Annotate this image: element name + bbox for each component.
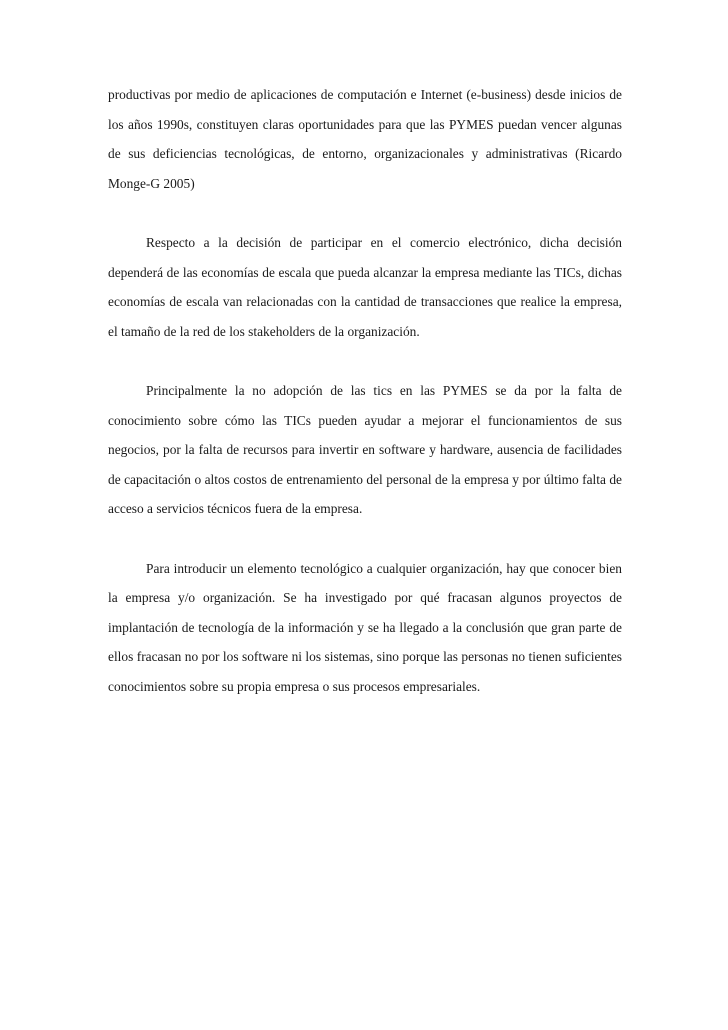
paragraph-1: productivas por medio de aplicaciones de computación e Internet (e-business) desde inicios de los años 1990s, constituyen claras oportunidades para que las PYMES puedan vencer algunas de sus deficiencias tecnológicas, de entorno, organizacionales y administrativas (Ricardo Monge-G 2005) <box>108 87 622 191</box>
paragraph-4: Para introducir un elemento tecnológico a cualquier organización, hay que conocer bien la empresa y/o organización. Se ha investigado por qué fracasan algunos proyectos de implantación de tecnología de la información y se ha llegado a la conclusión que gran parte de ellos fracasan no por los software ni los sistemas, sino porque las personas no tienen suficientes conocimientos sobre su propia empresa o sus procesos empresariales. <box>108 560 622 694</box>
paragraph-3: Principalmente la no adopción de las tics en las PYMES se da por la falta de conocimiento sobre cómo las TICs pueden ayudar a mejorar el funcionamientos de sus negocios, por la falta de recursos para invertir en software y hardware, ausencia de facilidades de capacitación o altos costos de entrenamiento del personal de la empresa y por último falta de acceso a servicios técnicos fuera de la empresa. <box>108 382 622 517</box>
body-text <box>108 80 622 731</box>
paragraph-2: Respecto a la decisión de participar en el comercio electrónico, dicha decisión dependerá de las economías de escala que pueda alcanzar la empresa mediante las TICs, dichas economías de escala van relacionadas con la cantidad de transacciones que realice la empresa, el tamaño de la red de los stakeholders de la organización. <box>108 234 622 339</box>
